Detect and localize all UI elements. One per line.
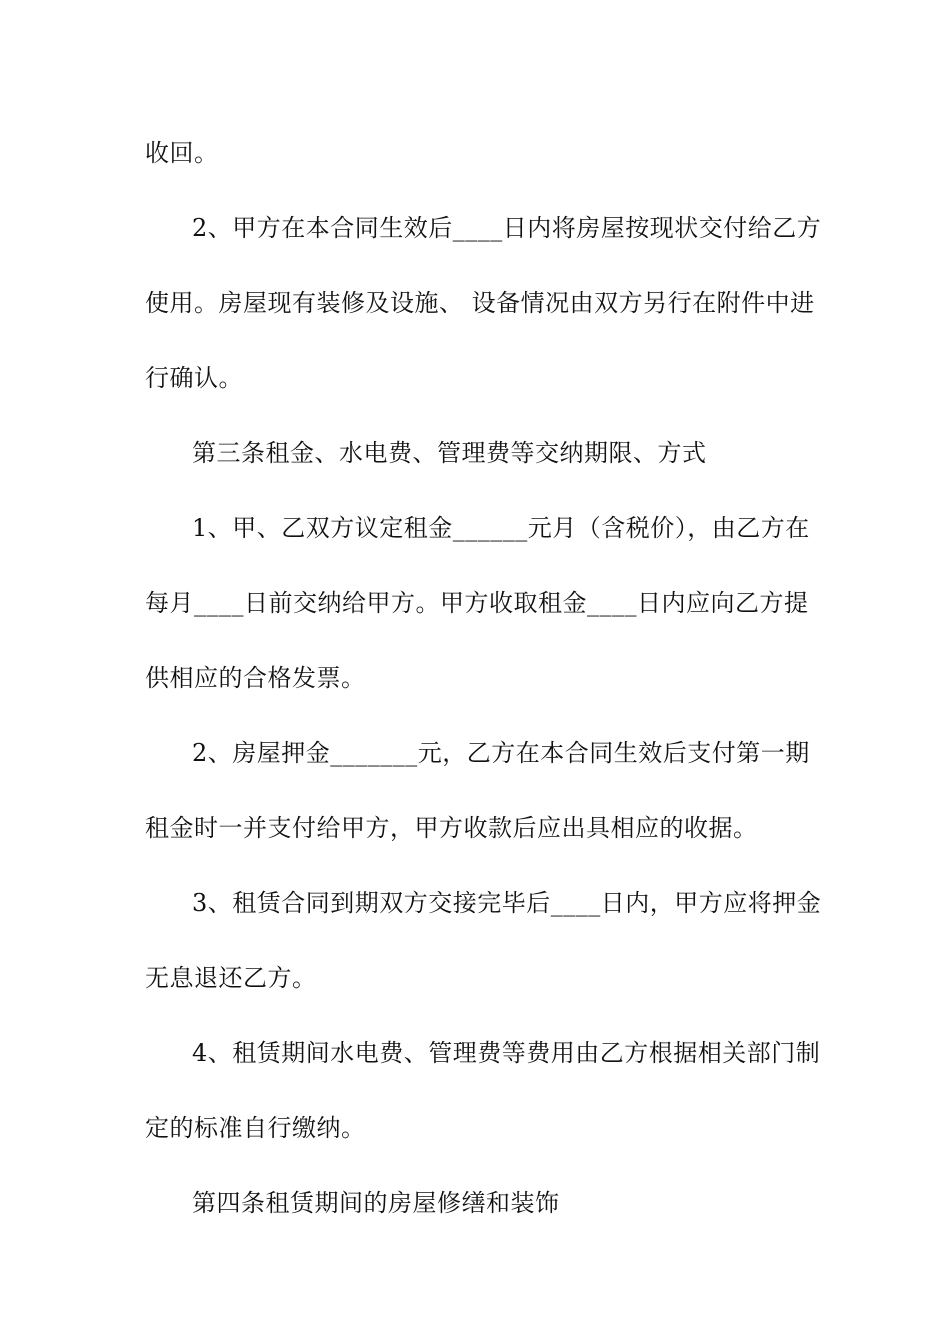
text-line: 每月____日前交纳给甲方。甲方收取租金____日内应向乙方提 <box>145 589 809 617</box>
text-line: 3、租赁合同到期双方交接完毕后____日内，甲方应将押金 <box>192 889 822 917</box>
text-line: 1、甲、乙双方议定租金______元月（含税价），由乙方在 <box>192 514 810 542</box>
text-line: 4、租赁期间水电费、管理费等费用由乙方根据相关部门制 <box>192 1039 821 1067</box>
text-line: 2、房屋押金_______元，乙方在本合同生效后支付第一期 <box>192 739 810 767</box>
text-line: 定的标准自行缴纳。 <box>145 1114 366 1142</box>
section-heading-3: 第三条租金、水电费、管理费等交纳期限、方式 <box>192 439 707 467</box>
document-page <box>145 128 822 1253</box>
text-line: 无息退还乙方。 <box>145 964 317 992</box>
text-line: 供相应的合格发票。 <box>145 664 366 692</box>
text-line: 行确认。 <box>145 364 243 392</box>
text-line: 使用。房屋现有装修及设施、 设备情况由双方另行在附件中进 <box>145 289 815 317</box>
text-line: 收回。 <box>145 139 219 167</box>
text-line: 2、甲方在本合同生效后____日内将房屋按现状交付给乙方 <box>192 214 822 242</box>
section-heading-4: 第四条租赁期间的房屋修缮和装饰 <box>192 1189 560 1217</box>
text-line: 租金时一并支付给甲方，甲方收款后应出具相应的收据。 <box>145 814 758 842</box>
